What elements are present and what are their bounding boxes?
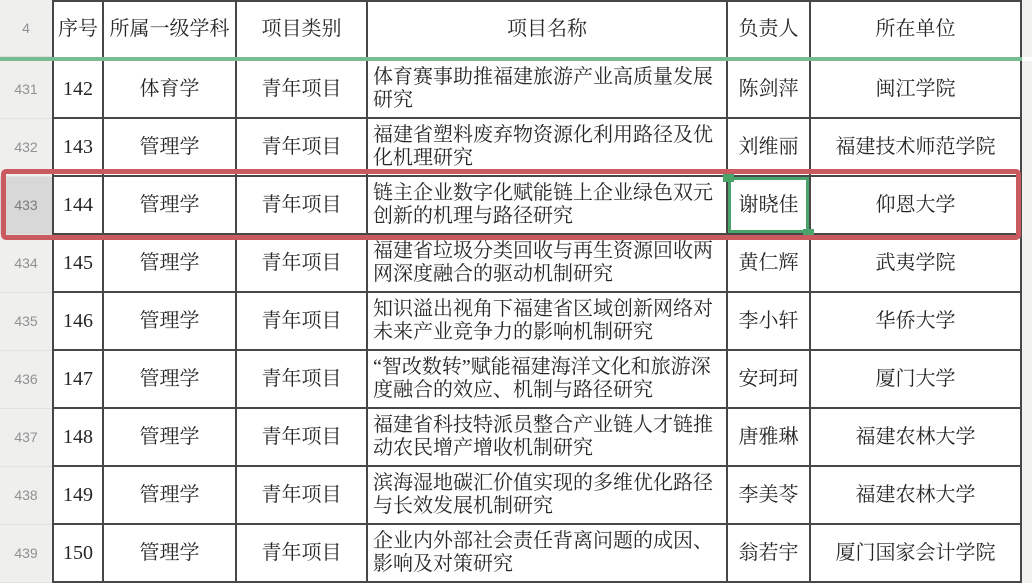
table-row [0,293,1032,351]
cell-category[interactable]: 青年项目 [237,467,368,525]
column-header-organization[interactable]: 所在单位 [811,0,1022,57]
cell-seq[interactable]: 149 [52,467,104,525]
cell-seq[interactable]: 150 [52,525,104,583]
cell-leader[interactable] [728,293,811,351]
column-header-leader[interactable]: 负责人 [728,0,811,57]
cell-project-name[interactable]: “智改数转”赋能福建海洋文化和旅游深度融合的效应、机制与路径研究 [368,351,728,409]
row-number[interactable]: 433 [0,177,52,235]
cell-project-name[interactable]: 福建省塑料废弃物资源化利用路径及优化机理研究 [368,119,728,177]
cell-organization[interactable]: 福建农林大学 [811,409,1022,467]
row-number[interactable]: 435 [0,293,52,351]
sheet-right-margin [1022,0,1032,57]
table-row [0,119,1032,177]
column-header-category[interactable]: 项目类别 [237,0,368,57]
cell-discipline[interactable]: 管理学 [104,293,237,351]
header-row [0,0,1032,57]
cell-project-name[interactable]: 福建省垃圾分类回收与再生资源回收两网深度融合的驱动机制研究 [368,235,728,293]
cell-discipline[interactable]: 管理学 [104,409,237,467]
cell-seq[interactable]: 146 [52,293,104,351]
column-header-seq[interactable]: 序号 [52,0,104,57]
row-header-corner[interactable]: 4 [0,0,52,57]
cell-seq[interactable]: 144 [52,177,104,235]
row-number[interactable]: 436 [0,351,52,409]
row-number[interactable]: 434 [0,235,52,293]
cell-organization[interactable]: 厦门大学 [811,351,1022,409]
cell-category[interactable]: 青年项目 [237,409,368,467]
cell-seq[interactable]: 148 [52,409,104,467]
cell-discipline[interactable]: 管理学 [104,119,237,177]
selection-handle-bottom-right[interactable] [803,229,814,240]
cell-organization[interactable]: 华侨大学 [811,293,1022,351]
cell-leader[interactable] [728,467,811,525]
cell-category[interactable]: 青年项目 [237,351,368,409]
leader-name: 谢晓佳 [738,193,799,216]
cell-category[interactable]: 青年项目 [237,525,368,583]
cell-category[interactable]: 青年项目 [237,177,368,235]
cell-discipline[interactable]: 管理学 [104,467,237,525]
leader-name: 唐雅琳 [738,425,799,448]
cell-project-name[interactable]: 滨海湿地碳汇价值实现的多维优化路径与长效发展机制研究 [368,467,728,525]
sheet-right-margin [1022,119,1032,177]
cell-discipline[interactable]: 管理学 [104,177,237,235]
sheet-right-margin [1022,467,1032,525]
cell-leader[interactable] [728,61,811,119]
column-header-discipline[interactable]: 所属一级学科 [104,0,237,57]
cell-seq[interactable]: 147 [52,351,104,409]
leader-name: 刘维丽 [738,135,799,158]
cell-organization[interactable]: 武夷学院 [811,235,1022,293]
cell-category[interactable]: 青年项目 [237,235,368,293]
row-number[interactable]: 432 [0,119,52,177]
sheet-right-margin [1022,525,1032,583]
selection-handle-top-left[interactable] [723,171,734,182]
sheet-right-margin [1022,293,1032,351]
table-row [0,467,1032,525]
cell-leader[interactable] [728,119,811,177]
cell-organization[interactable]: 福建技术师范学院 [811,119,1022,177]
cell-leader[interactable] [728,351,811,409]
sheet-right-margin [1022,409,1032,467]
table-body [0,61,1032,583]
table-row [0,525,1032,583]
leader-name: 安珂珂 [738,367,799,390]
cell-project-name[interactable]: 企业内外部社会责任背离问题的成因、影响及对策研究 [368,525,728,583]
sheet-right-margin [1022,351,1032,409]
cell-discipline[interactable]: 体育学 [104,61,237,119]
table-row [0,177,1032,235]
cell-category[interactable]: 青年项目 [237,119,368,177]
cell-discipline[interactable]: 管理学 [104,351,237,409]
sheet-right-margin [1022,177,1032,235]
leader-name: 陈剑萍 [738,77,799,100]
cell-organization[interactable]: 仰恩大学 [811,177,1022,235]
cell-discipline[interactable]: 管理学 [104,525,237,583]
cell-category[interactable]: 青年项目 [237,293,368,351]
cell-seq[interactable]: 143 [52,119,104,177]
leader-name: 黄仁辉 [738,251,799,274]
cell-category[interactable]: 青年项目 [237,61,368,119]
cell-seq[interactable]: 145 [52,235,104,293]
cell-project-name[interactable]: 体育赛事助推福建旅游产业高质量发展研究 [368,61,728,119]
table-row [0,235,1032,293]
cell-leader[interactable] [728,235,811,293]
cell-organization[interactable]: 福建农林大学 [811,467,1022,525]
cell-leader[interactable] [728,177,811,235]
leader-name: 李小轩 [738,309,799,332]
leader-name: 李美苓 [738,483,799,506]
cell-discipline[interactable]: 管理学 [104,235,237,293]
column-header-project-name[interactable]: 项目名称 [368,0,728,57]
row-number[interactable]: 431 [0,61,52,119]
row-number[interactable]: 439 [0,525,52,583]
sheet-right-margin [1022,235,1032,293]
cell-project-name[interactable]: 链主企业数字化赋能链上企业绿色双元创新的机理与路径研究 [368,177,728,235]
row-number[interactable]: 437 [0,409,52,467]
cell-project-name[interactable]: 知识溢出视角下福建省区域创新网络对未来产业竞争力的影响机制研究 [368,293,728,351]
cell-organization[interactable]: 厦门国家会计学院 [811,525,1022,583]
table-row [0,409,1032,467]
cell-leader[interactable] [728,525,811,583]
table-row [0,351,1032,409]
table-row [0,61,1032,119]
cell-seq[interactable]: 142 [52,61,104,119]
leader-name: 翁若宇 [738,541,799,564]
cell-organization[interactable]: 闽江学院 [811,61,1022,119]
cell-leader[interactable] [728,409,811,467]
cell-project-name[interactable]: 福建省科技特派员整合产业链人才链推动农民增产增收机制研究 [368,409,728,467]
row-number[interactable]: 438 [0,467,52,525]
sheet-right-margin [1022,61,1032,119]
